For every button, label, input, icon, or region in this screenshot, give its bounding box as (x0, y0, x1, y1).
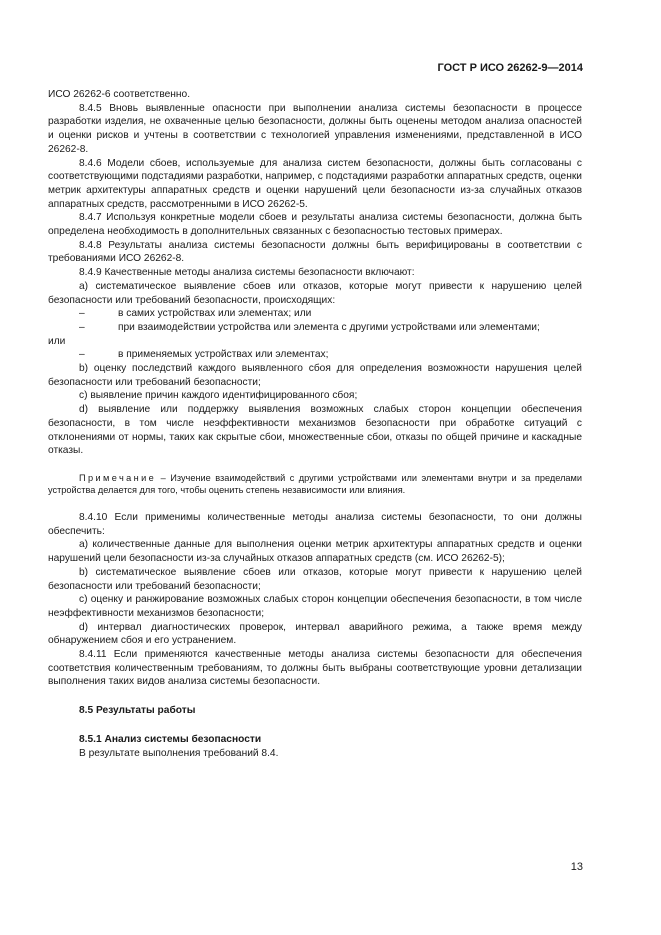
dash-marker: – (79, 321, 85, 333)
dash-item (48, 321, 582, 335)
paragraph-continuation: ИСО 26262-6 соответственно. (48, 89, 191, 100)
page-number: 13 (570, 861, 583, 873)
paragraph-8-4-10: 8.4.10 Если применимы количественные методы анализа системы безопасности, то они должны обеспечить: (48, 511, 582, 537)
subsection-heading-8-5-1: 8.5.1 Анализ системы безопасности (79, 733, 262, 745)
list-item-c: c) выявление причин каждого идентифицированного сбоя; (79, 390, 358, 402)
dash-text: при взаимодействии устройства или элемента с другими устройствами или элементами; (118, 321, 540, 333)
list-item-b: b) оценку последствий каждого выявленного сбоя для определения возможности нарушения целей безопасности или требований безопасности; (48, 363, 582, 388)
paragraph-8-4-11: 8.4.11 Если применяются качественные методы анализа системы безопасности для обеспечения соответствия количественным требованиям, то должны быть выбраны соответствующие уровни детализации выполнения таких видов анализа системы безопасности. (48, 649, 582, 688)
paragraph-8-4-9: 8.4.9 Качественные методы анализа системы безопасности включают: (79, 267, 415, 279)
note-text: – Изучение взаимодействий с другими устройствами или элементами внутри и за пределами устройства делается для того, чтобы оценить степень независимости или влияния. (48, 472, 582, 496)
dash-item (48, 307, 582, 321)
paragraph-8-5-1: В результате выполнения требований 8.4. (79, 747, 279, 759)
dash-item (48, 348, 582, 362)
section-heading-8-5: 8.5 Результаты работы (79, 705, 196, 717)
note-label: Примечание (79, 472, 157, 483)
document-body (48, 88, 582, 760)
dash-text: в самих устройствах или элементах; или (118, 308, 312, 320)
paragraph-8-4-5: 8.4.5 Вновь выявленные опасности при выполнении анализа системы безопасности в процессе разработки изделия, не охваченные целью безопасности, должны быть оценены методом анализа опасностей и оценки рисков и учтены в соответствии с технологией управления изменениями, представленной в ИСО 26262-8. (48, 102, 582, 155)
paragraph-8-4-7: 8.4.7 Используя конкретные модели сбоев и результаты анализа системы безопасности, должна быть определена необходимость в дополнительных связанных с безопасностью тестовых примерах. (48, 212, 582, 238)
dash-marker: – (79, 349, 85, 361)
list-item-d: d) интервал диагностических проверок, интервал аварийного режима, а также время между обнаружением сбоя и его устранением. (48, 621, 582, 647)
note (48, 472, 582, 497)
conjunction-or: или (48, 335, 66, 347)
document-header: ГОСТ Р ИСО 26262-9—2014 (437, 62, 583, 74)
list-item-a: a) систематическое выявление сбоев или отказов, которые могут привести к нарушению целей безопасности или требований безопасности, происходящих: (48, 280, 582, 306)
list-item-c: c) оценку и ранжирование возможных слабых сторон концепции обеспечения безопасности, в том числе неэффективности механизмов безопасности; (48, 594, 582, 619)
list-item-a: a) количественные данные для выполнения оценки метрик архитектуры аппаратных средств и оценки нарушений цели безопасности из-за случайных отказов аппаратных средств (см. ИСО 26262-5); (48, 539, 582, 565)
list-item-d: d) выявление или поддержку выявления возможных слабых сторон концепции обеспечения безопасности, в том числе неэффективности механизмов безопасности при обработке ситуаций с отклонениями от нормы, таких как скрытые сбои, множественные сбои, отказы по общей причине и каскадные отказы. (48, 404, 582, 457)
paragraph-8-4-8: 8.4.8 Результаты анализа системы безопасности должны быть верифицированы в соответствии с требованиями ИСО 26262-8. (48, 239, 582, 265)
dash-text: в применяемых устройствах или элементах; (118, 349, 329, 361)
dash-marker: – (79, 308, 85, 320)
paragraph-8-4-6: 8.4.6 Модели сбоев, используемые для анализа систем безопасности, должны быть согласованы с соответствующими подстадиями разработки, например, с подстадиями разработки аппаратных средств, оценки метрик архитектуры аппаратных средств и оценки нарушений цели безопасности из-за случайных отказов аппаратных средств, рассмотренными в ИСО 26262-5. (48, 157, 582, 210)
list-item-b: b) систематическое выявление сбоев или отказов, которые могут привести к нарушению целей безопасности или требований безопасности; (48, 566, 582, 592)
